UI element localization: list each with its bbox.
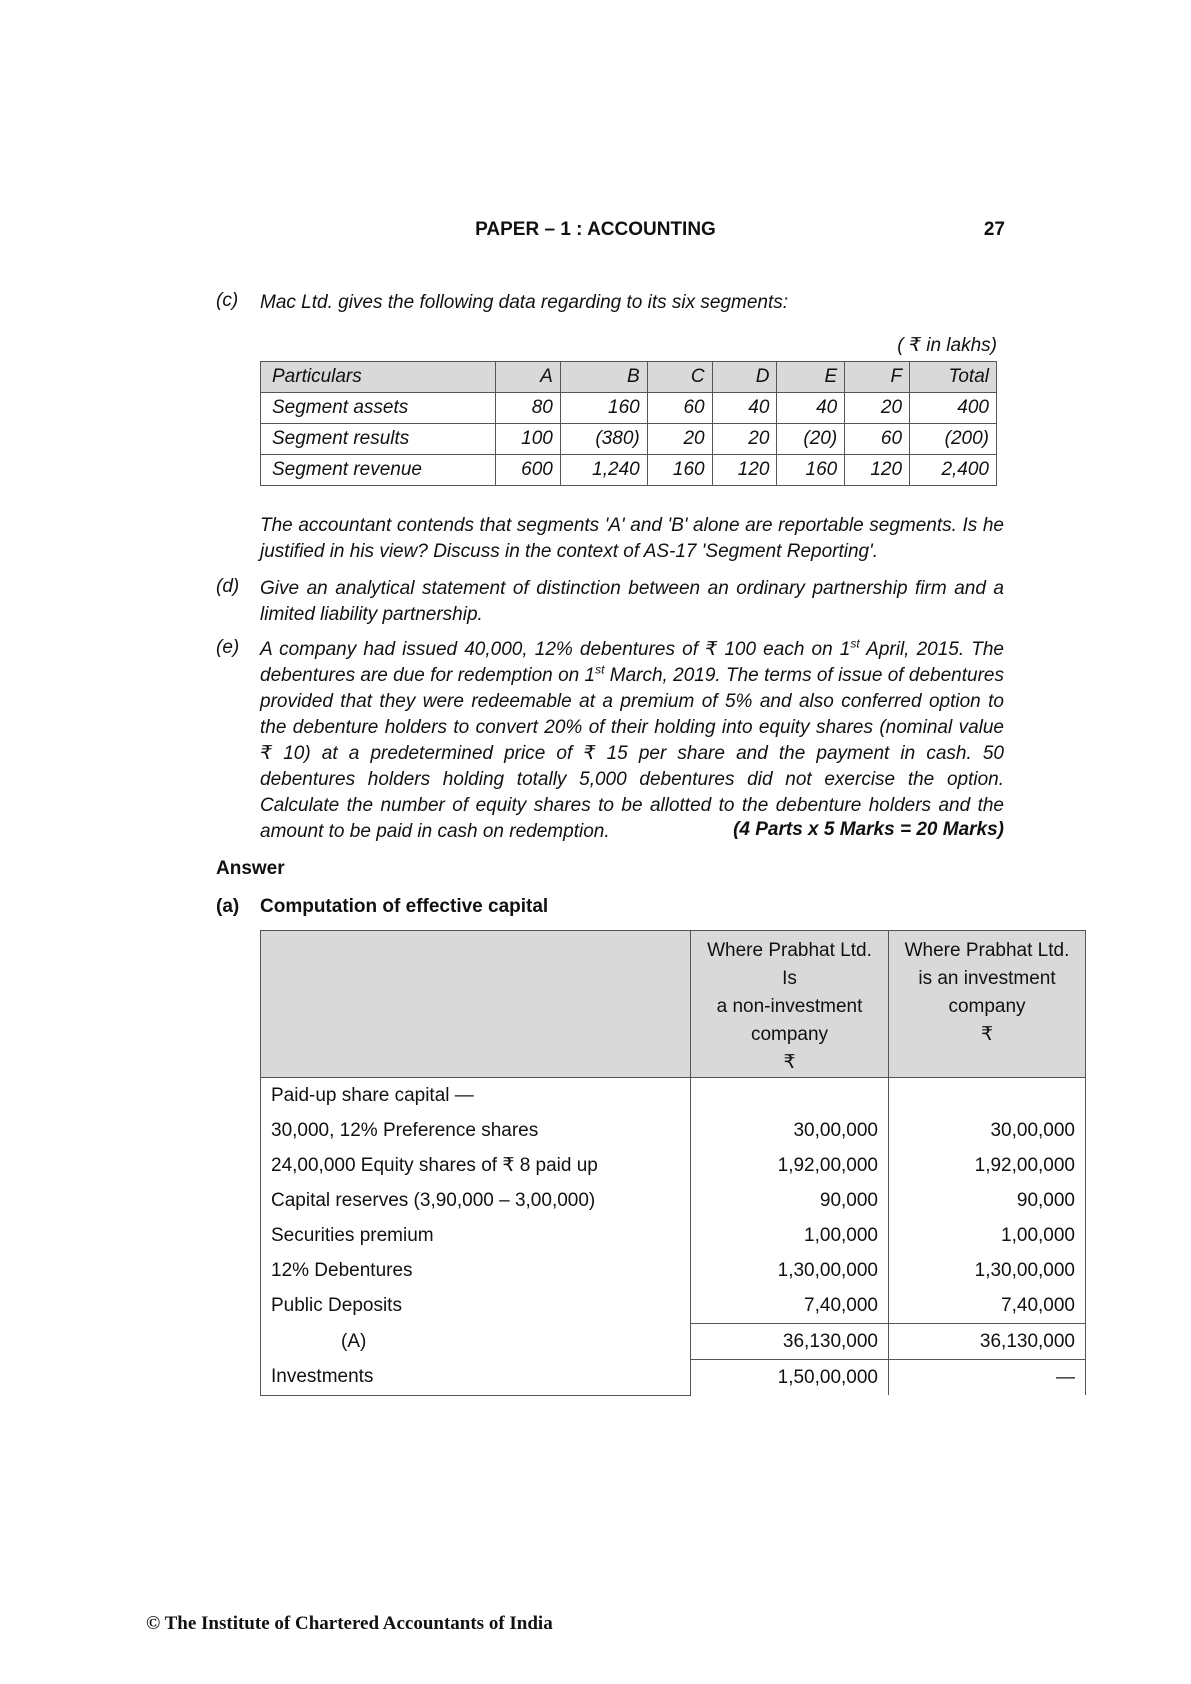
row-value: 30,00,000	[691, 1113, 889, 1148]
page-number: 27	[983, 219, 1005, 240]
question-d-text: Give an analytical statement of distinction between an ordinary partnership firm and a limited liability partnership.	[260, 578, 1004, 625]
row-value: 1,30,00,000	[691, 1253, 889, 1288]
table-cell: 160	[647, 455, 712, 486]
question-e-part1: A company had issued 40,000, 12% debentures of ₹ 100 each on 1	[260, 639, 851, 660]
header-line: a non-investment	[716, 996, 863, 1017]
table-cell: 20	[647, 424, 712, 455]
table-cell: 40	[712, 393, 777, 424]
header-line: is an investment	[918, 968, 1056, 989]
header-cell: Particulars	[261, 362, 496, 393]
row-value: 90,000	[889, 1183, 1086, 1218]
row-value: 1,50,00,000	[691, 1360, 889, 1396]
header-cell: B	[560, 362, 647, 393]
question-e-text	[260, 637, 1004, 845]
table-cell: Segment assets	[261, 393, 496, 424]
table-cell: Segment revenue	[261, 455, 496, 486]
row-value: 7,40,000	[889, 1288, 1086, 1324]
header-cell-non-investment	[691, 931, 889, 1078]
table-cell: 80	[496, 393, 561, 424]
row-label: (A)	[261, 1324, 691, 1360]
row-value: 36,130,000	[691, 1324, 889, 1360]
header-cell: F	[845, 362, 910, 393]
row-value: 90,000	[691, 1183, 889, 1218]
answer-part-title: Computation of effective capital	[260, 896, 549, 917]
table-cell: 160	[777, 455, 845, 486]
question-c-label: (c)	[216, 290, 239, 311]
page-footer: © The Institute of Chartered Accountants of India	[146, 1613, 553, 1634]
marks-note: (4 Parts x 5 Marks = 20 Marks)	[733, 819, 1004, 840]
row-label: 12% Debentures	[261, 1253, 691, 1288]
row-value: 7,40,000	[691, 1288, 889, 1324]
table-cell: 20	[712, 424, 777, 455]
row-label: 30,000, 12% Preference shares	[261, 1113, 691, 1148]
row-label: Paid-up share capital —	[261, 1078, 691, 1114]
header-line: company	[750, 1024, 829, 1045]
row-value: 30,00,000	[889, 1113, 1086, 1148]
table-row	[261, 1078, 1086, 1114]
table-cell: 100	[496, 424, 561, 455]
row-value: 36,130,000	[889, 1324, 1086, 1360]
answer-heading: Answer	[216, 858, 285, 879]
row-value	[889, 1078, 1086, 1114]
unit-note: ( ₹ in lakhs)	[897, 335, 997, 356]
question-c-text: The accountant contends that segments 'A' and 'B' alone are reportable segments. Is he justified in his view? Discuss in the context of AS-17 'Segment Reporting'.	[260, 515, 1004, 562]
ordinal-suffix: st	[850, 636, 860, 651]
table-row	[261, 424, 997, 455]
header-cell: C	[647, 362, 712, 393]
segment-table	[260, 361, 997, 486]
header-line: company	[948, 996, 1026, 1017]
effective-capital-table	[260, 930, 1086, 1396]
table-cell: 60	[647, 393, 712, 424]
table-cell: 2,400	[910, 455, 997, 486]
question-e-part2: April, 2015. The debentures are due for redemption on 1	[260, 639, 1004, 686]
table-cell: (200)	[910, 424, 997, 455]
table-cell: 20	[845, 393, 910, 424]
question-e-label: (e)	[216, 637, 240, 658]
row-value	[691, 1078, 889, 1114]
subtotal-row	[261, 1324, 1086, 1360]
question-e-part3: March, 2019. The terms of issue of debentures provided that they were redeemable at a premium of 5% and also conferred option to the debenture holders to convert 20% of their holding into equity shares (nominal value ₹ 10) at a predetermined price of ₹ 15 per share and the payment in cash. 50 debentures holders holding totally 5,000 debentures did not exercise the option. Calculate the number of equity shares to be allotted to the debenture holders and the amount to be paid in cash on redemption.	[260, 665, 1004, 842]
segment-table-header	[261, 362, 997, 393]
question-c-intro: Mac Ltd. gives the following data regarding to its six segments:	[260, 292, 789, 313]
table-row	[261, 393, 997, 424]
table-row	[261, 1253, 1086, 1288]
row-value: 1,00,000	[889, 1218, 1086, 1253]
table-row	[261, 1360, 1086, 1396]
capital-table-header	[261, 931, 1086, 1078]
row-value: 1,30,00,000	[889, 1253, 1086, 1288]
header-cell-investment	[889, 931, 1086, 1078]
table-row	[261, 455, 997, 486]
table-row	[261, 1183, 1086, 1218]
row-label: Securities premium	[261, 1218, 691, 1253]
header-line: Where Prabhat Ltd. Is	[707, 940, 872, 989]
answer-part-label: (a)	[216, 896, 240, 917]
table-cell: 1,240	[560, 455, 647, 486]
table-row	[261, 1288, 1086, 1324]
page-header-title: PAPER – 1 : ACCOUNTING	[475, 219, 716, 240]
header-line: Where Prabhat Ltd.	[904, 940, 1070, 961]
table-row	[261, 1218, 1086, 1253]
header-cell-empty	[261, 931, 691, 1078]
header-cell: E	[777, 362, 845, 393]
ordinal-suffix: st	[595, 662, 605, 677]
row-value: 1,92,00,000	[691, 1148, 889, 1183]
row-label: Capital reserves (3,90,000 – 3,00,000)	[261, 1183, 691, 1218]
table-cell: 40	[777, 393, 845, 424]
table-cell: 120	[845, 455, 910, 486]
table-row	[261, 1148, 1086, 1183]
table-cell: 160	[560, 393, 647, 424]
row-label: Public Deposits	[261, 1288, 691, 1324]
table-cell: (20)	[777, 424, 845, 455]
header-cell: Total	[910, 362, 997, 393]
table-cell: (380)	[560, 424, 647, 455]
rupee-symbol: ₹	[783, 1052, 796, 1073]
row-value: 1,00,000	[691, 1218, 889, 1253]
row-value: 1,92,00,000	[889, 1148, 1086, 1183]
header-cell: D	[712, 362, 777, 393]
table-cell: Segment results	[261, 424, 496, 455]
header-cell: A	[496, 362, 561, 393]
table-cell: 600	[496, 455, 561, 486]
table-cell: 120	[712, 455, 777, 486]
row-label: Investments	[261, 1360, 691, 1396]
table-row	[261, 1113, 1086, 1148]
row-value: —	[889, 1360, 1086, 1396]
rupee-symbol: ₹	[980, 1024, 994, 1045]
table-cell: 60	[845, 424, 910, 455]
table-cell: 400	[910, 393, 997, 424]
question-d-label: (d)	[216, 576, 240, 597]
row-label: 24,00,000 Equity shares of ₹ 8 paid up	[261, 1148, 691, 1183]
